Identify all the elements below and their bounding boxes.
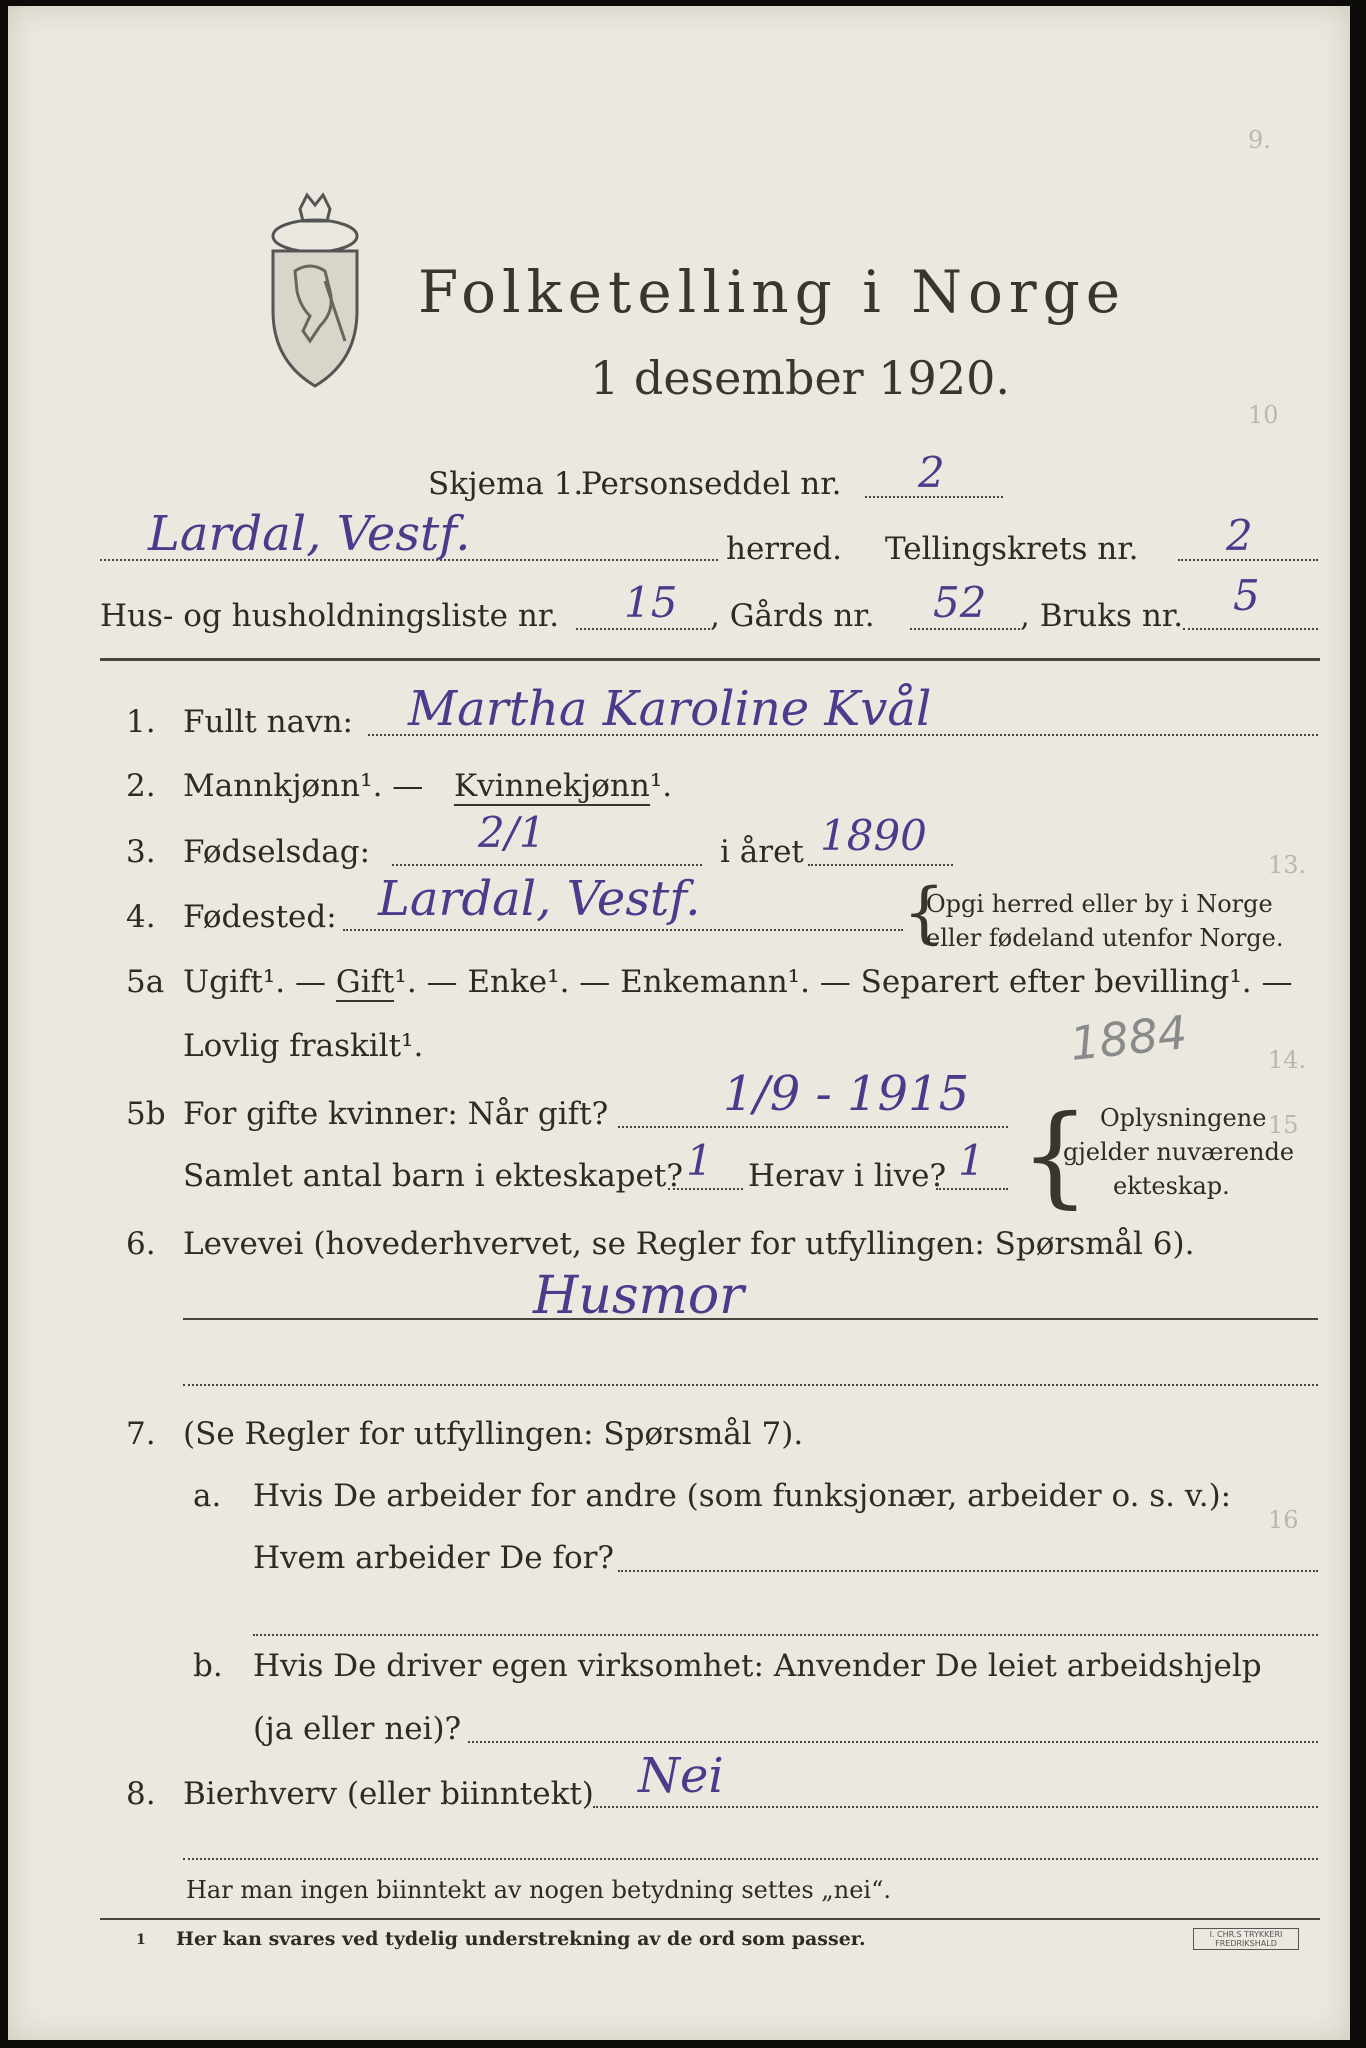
no-income-note: Har man ingen biinntekt av nogen betydning settes „nei“. <box>186 1876 891 1904</box>
marital-status-options <box>183 964 1292 1000</box>
gender-female-label: Kvinnekjønn <box>454 768 650 804</box>
full-name-value: Martha Karoline Kvål <box>408 681 932 737</box>
married-option: Gift <box>335 964 395 1000</box>
occupation-value: Husmor <box>533 1266 744 1326</box>
q8-label: Bierhverv (eller biinntekt) <box>183 1776 594 1812</box>
q5b-label: For gifte kvinner: Når gift? <box>183 1096 609 1132</box>
alive-count-value: 1 <box>958 1136 985 1185</box>
header-divider <box>100 658 1320 661</box>
year-label: i året <box>720 834 804 870</box>
tellingskrets-label: Tellingskrets nr. <box>885 531 1139 567</box>
q4-note-line1: Opgi herred eller by i Norge <box>926 890 1273 918</box>
q7a-employer-label: Hvem arbeider De for? <box>253 1540 615 1576</box>
bruks-label: , Bruks nr. <box>1020 598 1184 634</box>
footnote-text: Her kan svares ved tydelig understrekning av de ord som passer. <box>176 1928 866 1950</box>
q4-brace: { <box>903 874 945 951</box>
unmarried-option: Ugift¹. — <box>183 964 326 1000</box>
q7a-label: Hvis De arbeider for andre (som funksjonær, arbeider o. s. v.): <box>253 1478 1232 1514</box>
other-marital-options: ¹. — Enke¹. — Enkemann¹. — Separert efter bevilling¹. — <box>394 964 1293 1000</box>
q7-number: 7. <box>126 1416 156 1452</box>
hus-label: Hus- og husholdningsliste nr. <box>100 598 560 634</box>
gards-label: , Gårds nr. <box>710 598 875 634</box>
schema-label: Skjema 1. <box>428 466 584 502</box>
form-title: Folketelling i Norge <box>418 258 1127 326</box>
coat-of-arms-emblem <box>255 191 375 391</box>
q3-label: Fødselsdag: <box>183 834 371 870</box>
birthday-value: 2/1 <box>478 808 546 857</box>
bruks-number: 5 <box>1233 571 1260 620</box>
q7b-letter: b. <box>193 1648 223 1684</box>
children-label: Samlet antal barn i ekteskapet? <box>183 1158 683 1194</box>
birth-year-value: 1890 <box>820 811 927 860</box>
q5a-number: 5a <box>126 964 165 1000</box>
birthplace-value: Lardal, Vestf. <box>378 871 701 927</box>
gender-male-option: Mannkjønn¹. — <box>183 768 424 804</box>
herred-value: Lardal, Vestf. <box>148 506 471 562</box>
tellingskrets-number: 2 <box>1226 511 1253 560</box>
hus-number: 15 <box>624 578 678 627</box>
q5b-brace: { <box>1020 1091 1090 1219</box>
census-form-page: Folketelling i Norge 1 desember 1920. Skjema 1. Personseddel nr. 2 Lardal, Vestf. herred. Tellingskrets nr. 2 Hus- og husholdningsliste nr. 15 , Gårds nr. 52 , Bruks nr. 5 1. Fullt navn: Martha Karoline Kvål 2. Mannkjønn¹. — Kvinnekjønn¹. 3. Fødselsdag: 2/1 i året 1890 4. Fødested: Lardal, Vestf. { Opgi herred eller by i Norge eller fødeland utenfor Norge. 5a Ugift¹. — Gift¹. — Enke¹. — Enkemann¹. — Separert efter bevilling¹. — Lovlig fraskilt¹. 1884 5b For gifte kvinner: Når gift? 1/9 - 1915 Samlet antal barn i ekteskapet? 1 Herav i live? 1 { Oplysningene gjelder nuværende ekteskap. 6. Levevei (hovederhvervet, se Regler for utfyllingen: Spørsmål 6). Husmor 7. (Se Regler for utfyllingen: Spørsmål 7). a. Hvis De arbeider for andre (som funksjonær, arbeider o. s. v.): Hvem arbeider De for? b. Hvis De driver egen virksomhet: Anvender De leiet arbeidshjelp (ja eller nei)? 8. Bierhverv (eller biinntekt) Nei Har man ingen biinntekt av nogen betydning settes „nei“. 1 Her kan svares ved tydelig understrekning av de ord som passer. I. CHR.S TRYKKERI FREDRIKSHALD 9. 10 13. 14. 15 16 <box>8 6 1350 2040</box>
q5b-note-line1: Oplysningene <box>1100 1104 1267 1132</box>
q7-label: (Se Regler for utfyllingen: Spørsmål 7). <box>183 1416 804 1452</box>
census-date: 1 desember 1920. <box>590 351 1010 405</box>
q6-label: Levevei (hovederhvervet, se Regler for utfyllingen: Spørsmål 6). <box>183 1226 1195 1262</box>
q6-number: 6. <box>126 1226 156 1262</box>
q1-label: Fullt navn: <box>183 704 353 740</box>
printer-stamp: I. CHR.S TRYKKERI FREDRIKSHALD <box>1193 1928 1299 1950</box>
gards-number: 52 <box>933 578 987 627</box>
footnote-marker: 1 <box>136 1932 146 1948</box>
gender-female-option: Kvinnekjønn¹. <box>454 768 673 804</box>
q4-note-line2: eller fødeland utenfor Norge. <box>926 924 1284 952</box>
q8-number: 8. <box>126 1776 156 1812</box>
marriage-date-value: 1/9 - 1915 <box>723 1066 970 1122</box>
q5b-note-line2: gjelder nuværende <box>1063 1138 1295 1166</box>
q7b-label: Hvis De driver egen virksomhet: Anvender De leiet arbeidshjelp <box>253 1648 1262 1684</box>
q2-number: 2. <box>126 768 156 804</box>
personseddel-label: Personseddel nr. <box>581 466 842 502</box>
personseddel-number: 2 <box>918 448 945 497</box>
q5b-note-line3: ekteskap. <box>1113 1172 1230 1200</box>
q5b-number: 5b <box>126 1096 166 1132</box>
q4-label: Fødested: <box>183 899 337 935</box>
children-count-value: 1 <box>686 1136 713 1185</box>
q1-number: 1. <box>126 704 156 740</box>
q7a-letter: a. <box>193 1478 222 1514</box>
q4-number: 4. <box>126 899 156 935</box>
alive-label: Herav i live? <box>748 1158 947 1194</box>
pencil-annotation-year: 1884 <box>1067 1005 1190 1071</box>
side-income-value: Nei <box>638 1748 724 1804</box>
divorced-option: Lovlig fraskilt¹. <box>183 1028 424 1064</box>
herred-label: herred. <box>726 531 842 567</box>
q7b-yes-no-label: (ja eller nei)? <box>253 1711 462 1747</box>
q3-number: 3. <box>126 834 156 870</box>
